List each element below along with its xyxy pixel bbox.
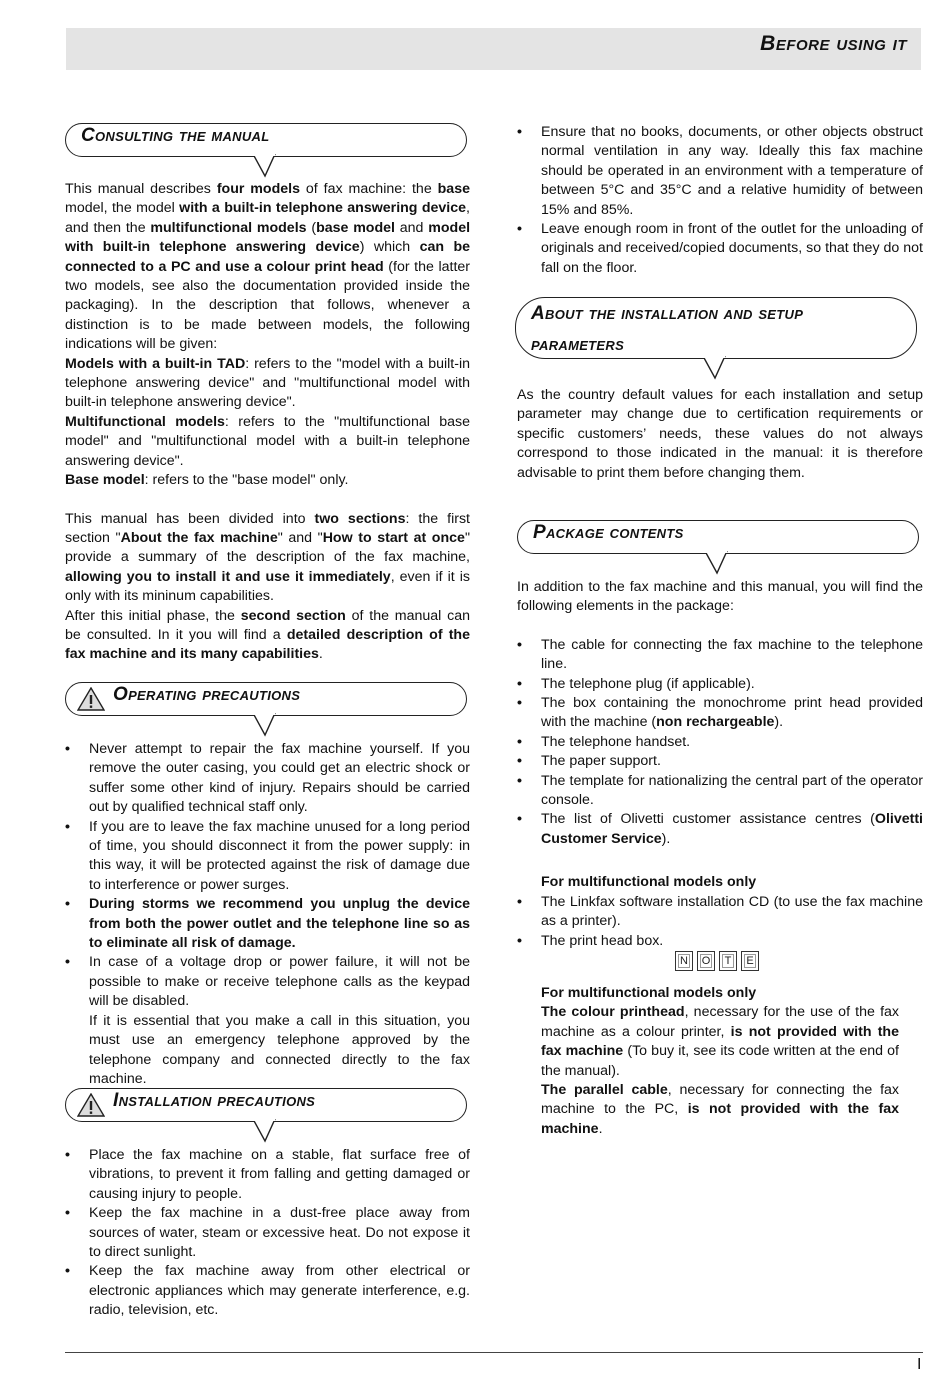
list-item: • Leave enough room in front of the outlet for the unloading of originals and received/copied documents, so that they do not fall on the floor. [517, 220, 923, 278]
list-item: • In case of a voltage drop or power failure, it will not be possible to make or receive telephone calls as the keypad will be disabled. [65, 953, 470, 1011]
paragraph: In addition to the fax machine and this manual, you will find the following elements in the package: [517, 579, 923, 615]
paragraph: If it is essential that you make a call in this situation, you must use an emergency telephone approved by the telephone company and connected directly to the fax machine. [89, 1012, 470, 1087]
paragraph: The parallel cable, necessary for connecting the fax machine to the PC, is not provided with the fax machine. [541, 1082, 900, 1137]
section-header-installation [65, 1088, 467, 1122]
list-item: • During storms we recommend you unplug the device from both the power outlet and the telephone line so as to eliminate all risk of damage. [65, 895, 470, 953]
list-item: • The telephone plug (if applicable). [517, 675, 923, 694]
paragraph: As the country default values for each installation and setup parameter may change due to certification requirements or specific customers’ needs, these values do not always correspond to those indicated in the manual: it is therefore advisable to print them before changing them. [517, 387, 923, 481]
list-item: • The print head box. [517, 932, 923, 951]
list-item: • The box containing the monochrome print head provided with the machine (non rechargeable). [517, 694, 923, 733]
list-item: • Keep the fax machine away from other electrical or electronic appliances which may generate interference, e.g. radio, television, etc. [65, 1262, 470, 1320]
paragraph: The colour printhead, necessary for the use of the fax machine as a colour printer, is not provided with the fax machine (To buy it, see its code written at the end of the manual). [541, 1004, 899, 1079]
paragraph: Models with a built-in TAD: refers to the "model with a built-in telephone answering device" and "multifunctional model with built-in telephone answering device". [65, 355, 470, 411]
section-title: Consulting the manual [81, 125, 270, 146]
note-body [541, 984, 899, 1139]
paragraph: Multifunctional models: refers to the "multifunctional base model" and "multifunctional model with a built-in telephone answering device". [65, 413, 471, 469]
package-body [517, 578, 923, 951]
list-item: • The cable for connecting the fax machine to the telephone line. [517, 636, 923, 675]
section-header-package [517, 520, 919, 554]
paragraph: This manual has been divided into two sections: the first section "About the fax machine" and "How to start at once" provide a summary of the description of the fax machine, allowing you to install it and use it immediately, even if it is only with its mininum capabilities. [65, 510, 470, 605]
warning-icon [77, 1093, 105, 1117]
consulting-body [65, 180, 470, 665]
paragraph: After this initial phase, the second section of the manual can be consulted. In it you will find a detailed description of the fax machine and its many capabilities. [65, 607, 470, 663]
footer-divider [65, 1352, 923, 1353]
section-title: Package contents [533, 522, 684, 543]
page-number: I [917, 1356, 922, 1373]
list-item: • The list of Olivetti customer assistance centres (Olivetti Customer Service). [517, 810, 923, 849]
right-top-list [517, 123, 923, 278]
subheading: For multifunctional models only [541, 985, 757, 1001]
list-item: • Never attempt to repair the fax machine yourself. If you remove the outer casing, you could get an electric shock or suffer some other kind of injury. Repairs should be carried out by qualified technical staff only. [65, 740, 470, 818]
list-item: • If you are to leave the fax machine unused for a long period of time, you should disconnect it from the power supply: in this way, it will be protected against the risk of damage due to interference or power surges. [65, 818, 470, 896]
list-item: • Keep the fax machine in a dust-free place away from sources of water, steam or excessive heat. Do not expose it to direct sunlight. [65, 1204, 470, 1262]
section-header-consulting [65, 123, 467, 157]
warning-icon [77, 687, 105, 711]
list-item: • The Linkfax software installation CD (to use the fax machine as a printer). [517, 893, 923, 932]
list-item: • Ensure that no books, documents, or other objects obstruct normal ventilation in any way. Ideally this fax machine should be operated in an environment with a temperature of between 5°C and 35°C and a relative humidity of between 15% and 85%. [517, 123, 923, 220]
section-title: Installation precautions [113, 1090, 316, 1111]
section-header-about-params [515, 297, 917, 359]
section-title: Operating precautions [113, 684, 301, 705]
operating-list [65, 740, 470, 1089]
section-title: About the installation and setup parameters [531, 303, 804, 355]
list-item: • The template for nationalizing the central part of the operator console. [517, 772, 923, 811]
paragraph: Base model: refers to the "base model" only. [65, 472, 349, 489]
subheading: For multifunctional models only [541, 874, 757, 891]
about-params-body [517, 386, 923, 483]
list-item: • The paper support. [517, 752, 923, 771]
note-icon: N O T E [675, 951, 759, 971]
paragraph: This manual describes four models of fax machine: the base model, the model with a built-in telephone answering device, and then the multifunctional models (base model and model with built-in telephone answering device) which can be connected to a PC and use a colour print head (for the latter two models, see also the documentation provided inside the packaging). In the description that follows, whenever a distinction is to be made between models, the following indications will be given: [65, 181, 471, 353]
header-bar [66, 28, 921, 70]
list-item: • The telephone handset. [517, 733, 923, 752]
page-title: Before using it [760, 32, 907, 55]
section-header-operating [65, 682, 467, 716]
list-item: • Place the fax machine on a stable, flat surface free of vibrations, to prevent it from falling and getting damaged or causing injury to people. [65, 1146, 470, 1204]
installation-list [65, 1146, 470, 1321]
